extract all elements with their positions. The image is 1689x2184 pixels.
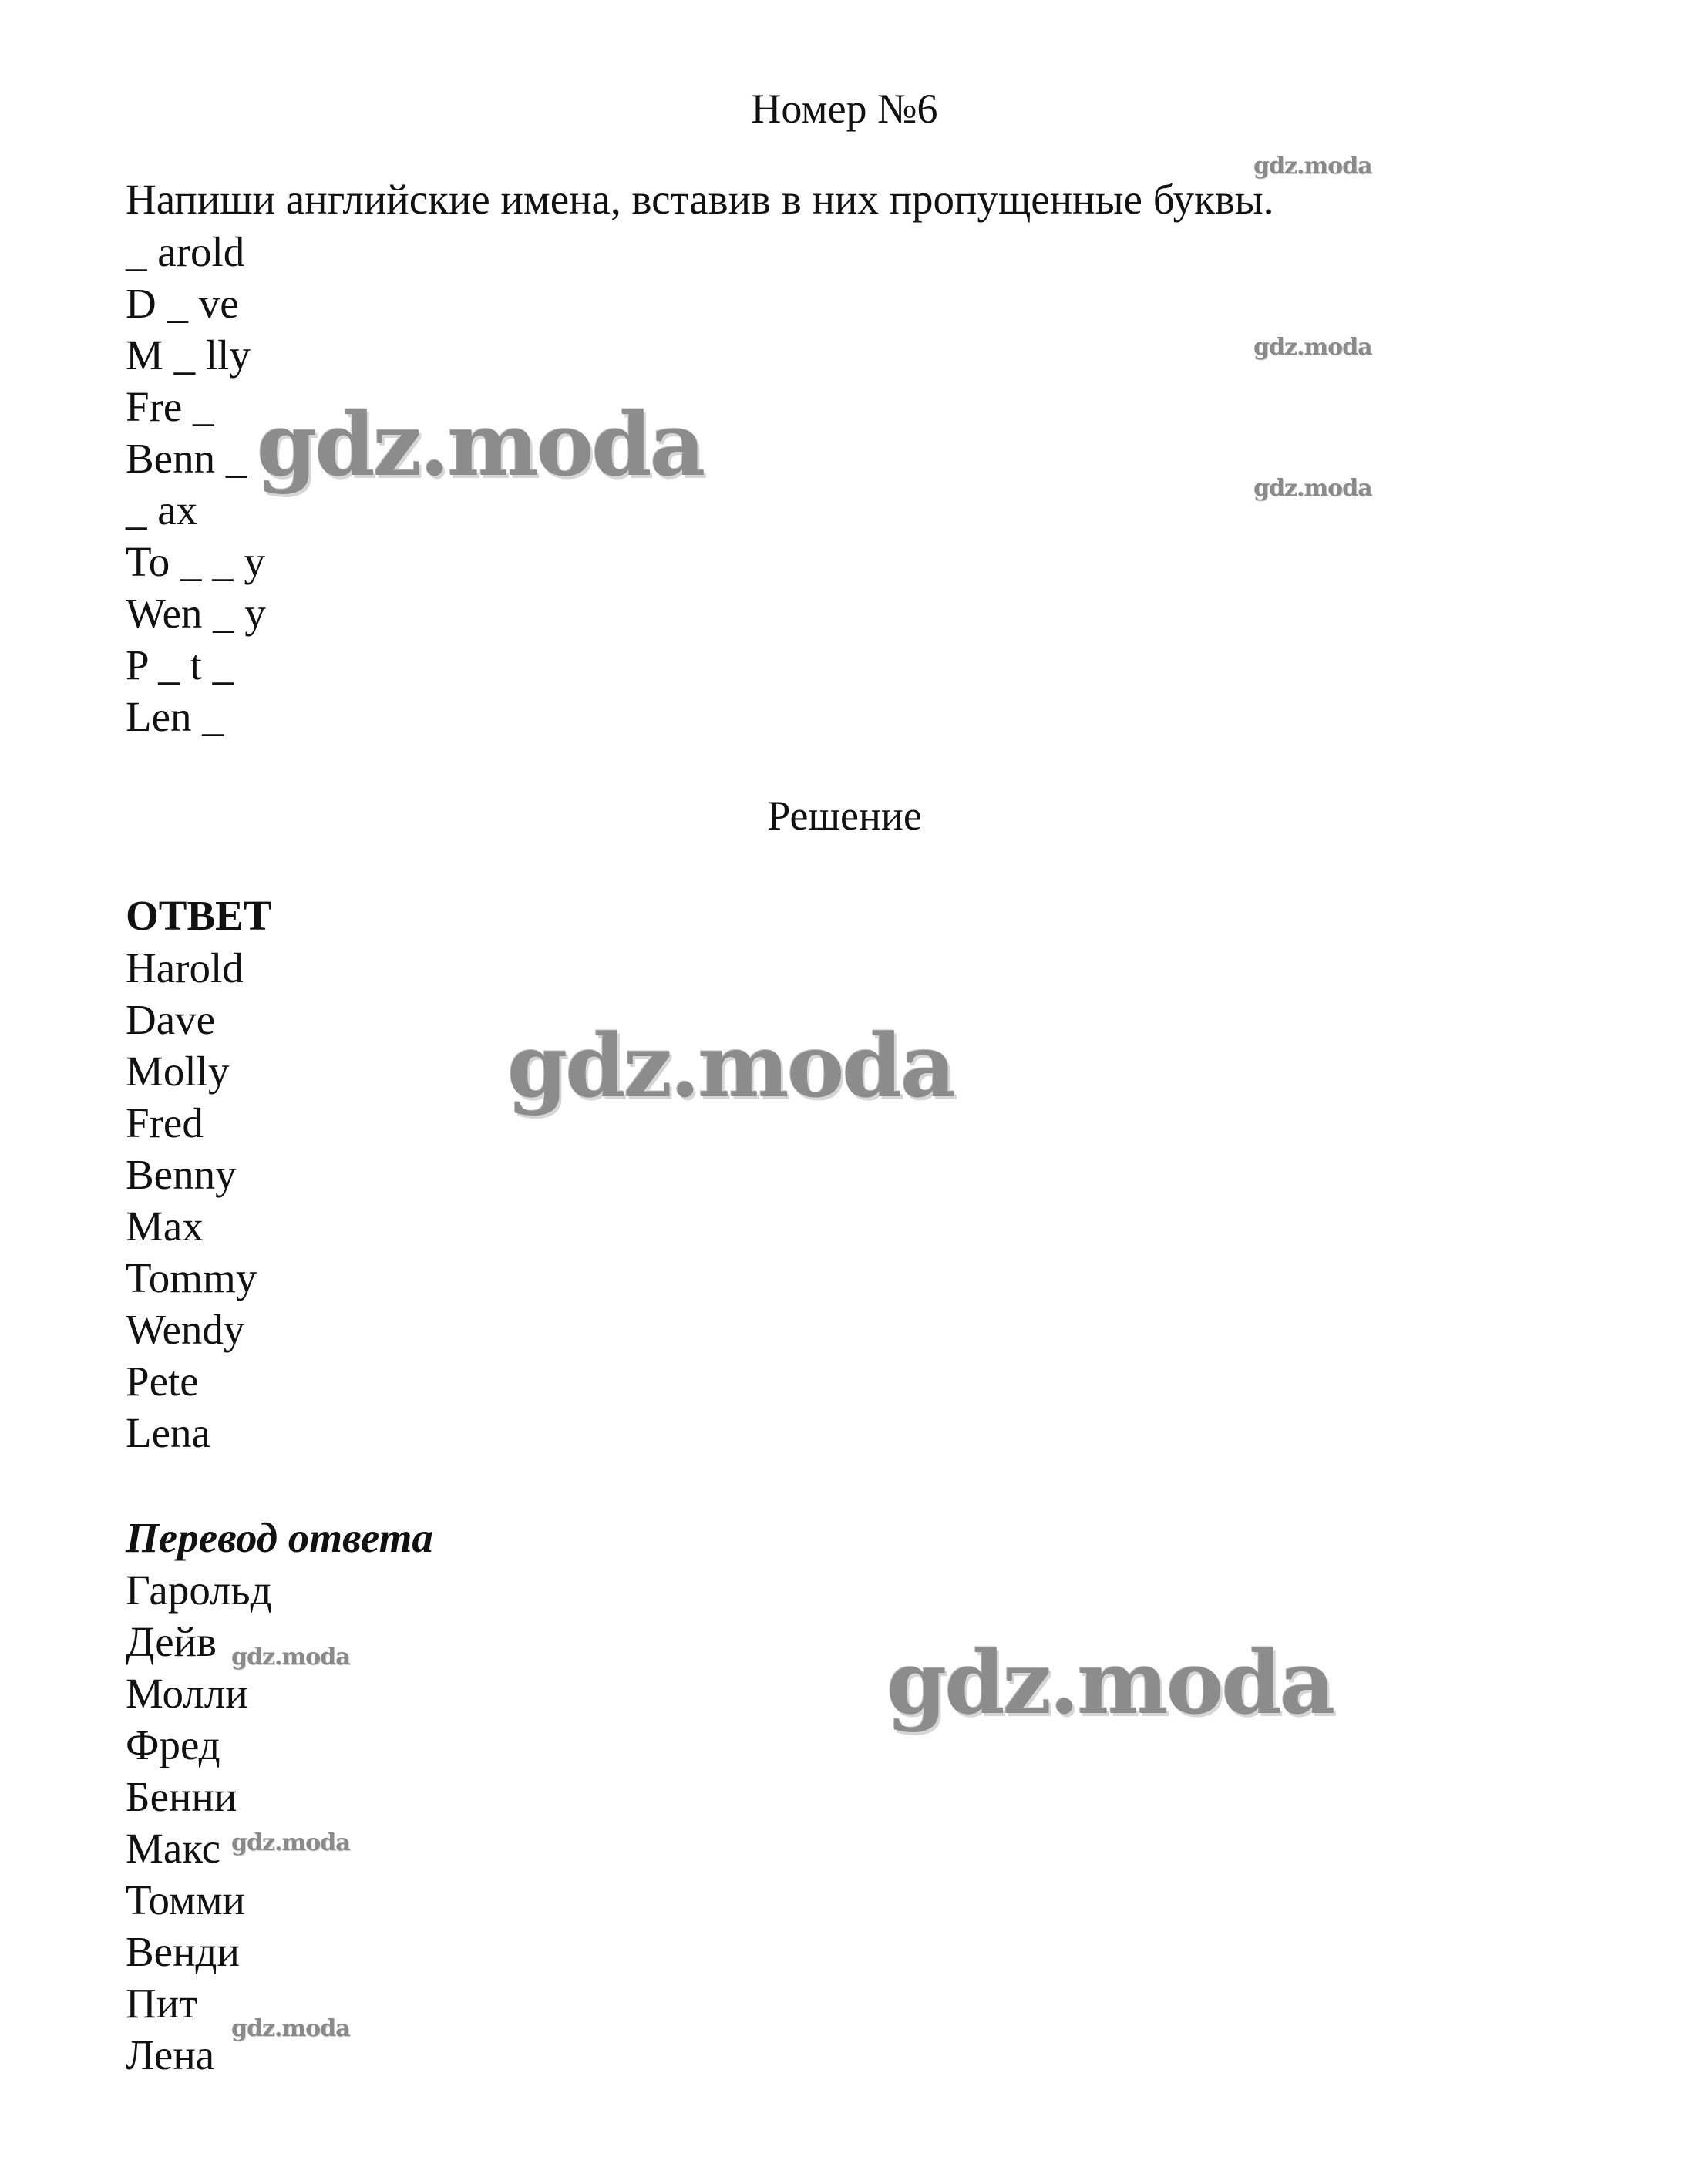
- answer-item: Dave: [126, 996, 216, 1043]
- task-line: Benn _: [126, 435, 247, 482]
- watermark-small: gdz.moda: [231, 1829, 350, 1856]
- answer-item: Molly: [126, 1048, 230, 1095]
- watermark-small: gdz.moda: [231, 2015, 350, 2042]
- answer-item: Harold: [126, 944, 244, 991]
- translation-item: Венди: [126, 1928, 240, 1975]
- answer-item: Benny: [126, 1151, 237, 1198]
- task-line: Len _: [126, 693, 224, 740]
- task-title: Номер №6: [751, 86, 938, 132]
- watermark-large: gdz.moda: [257, 395, 704, 496]
- answer-item: Lena: [126, 1409, 210, 1456]
- watermark-small: gdz.moda: [1253, 475, 1372, 502]
- translation-item: Дейв: [126, 1618, 217, 1665]
- translation-item: Бенни: [126, 1773, 237, 1820]
- task-line: _ ax: [126, 486, 198, 533]
- translation-item: Лена: [126, 2031, 215, 2078]
- task-line: D _ ve: [126, 280, 239, 327]
- watermark-large: gdz.moda: [507, 1016, 954, 1117]
- answer-item: Max: [126, 1203, 204, 1250]
- task-instruction: Напиши английские имена, вставив в них пропущенные буквы.: [126, 176, 1274, 223]
- watermark-small: gdz.moda: [1253, 153, 1372, 180]
- translation-item: Гарольд: [126, 1566, 272, 1614]
- task-line: M _ lly: [126, 331, 251, 379]
- translation-list: [126, 1564, 272, 2081]
- translation-item: Пит: [126, 1980, 198, 2027]
- translation-item: Томми: [126, 1876, 245, 1923]
- task-line: _ arold: [126, 228, 245, 275]
- translation-item: Молли: [126, 1670, 248, 1717]
- task-line: Fre _: [126, 383, 214, 430]
- answer-label: ОТВЕТ: [126, 892, 272, 939]
- answer-item: Tommy: [126, 1254, 257, 1301]
- translation-label: Перевод ответа: [126, 1514, 433, 1561]
- solution-title: Решение: [767, 792, 922, 839]
- translation-item: Фред: [126, 1721, 220, 1768]
- watermark-large: gdz.moda: [887, 1633, 1334, 1734]
- answer-item: Pete: [126, 1358, 199, 1405]
- task-line: P _ t _: [126, 641, 234, 688]
- watermark-small: gdz.moda: [231, 1644, 350, 1671]
- task-lines-list: [126, 226, 266, 742]
- task-line: To _ _ y: [126, 538, 266, 585]
- answer-list: [126, 942, 257, 1459]
- task-line: Wen _ y: [126, 590, 266, 637]
- watermark-small: gdz.moda: [1253, 334, 1372, 361]
- answer-item: Fred: [126, 1099, 204, 1146]
- translation-item: Макс: [126, 1825, 221, 1872]
- answer-item: Wendy: [126, 1306, 245, 1353]
